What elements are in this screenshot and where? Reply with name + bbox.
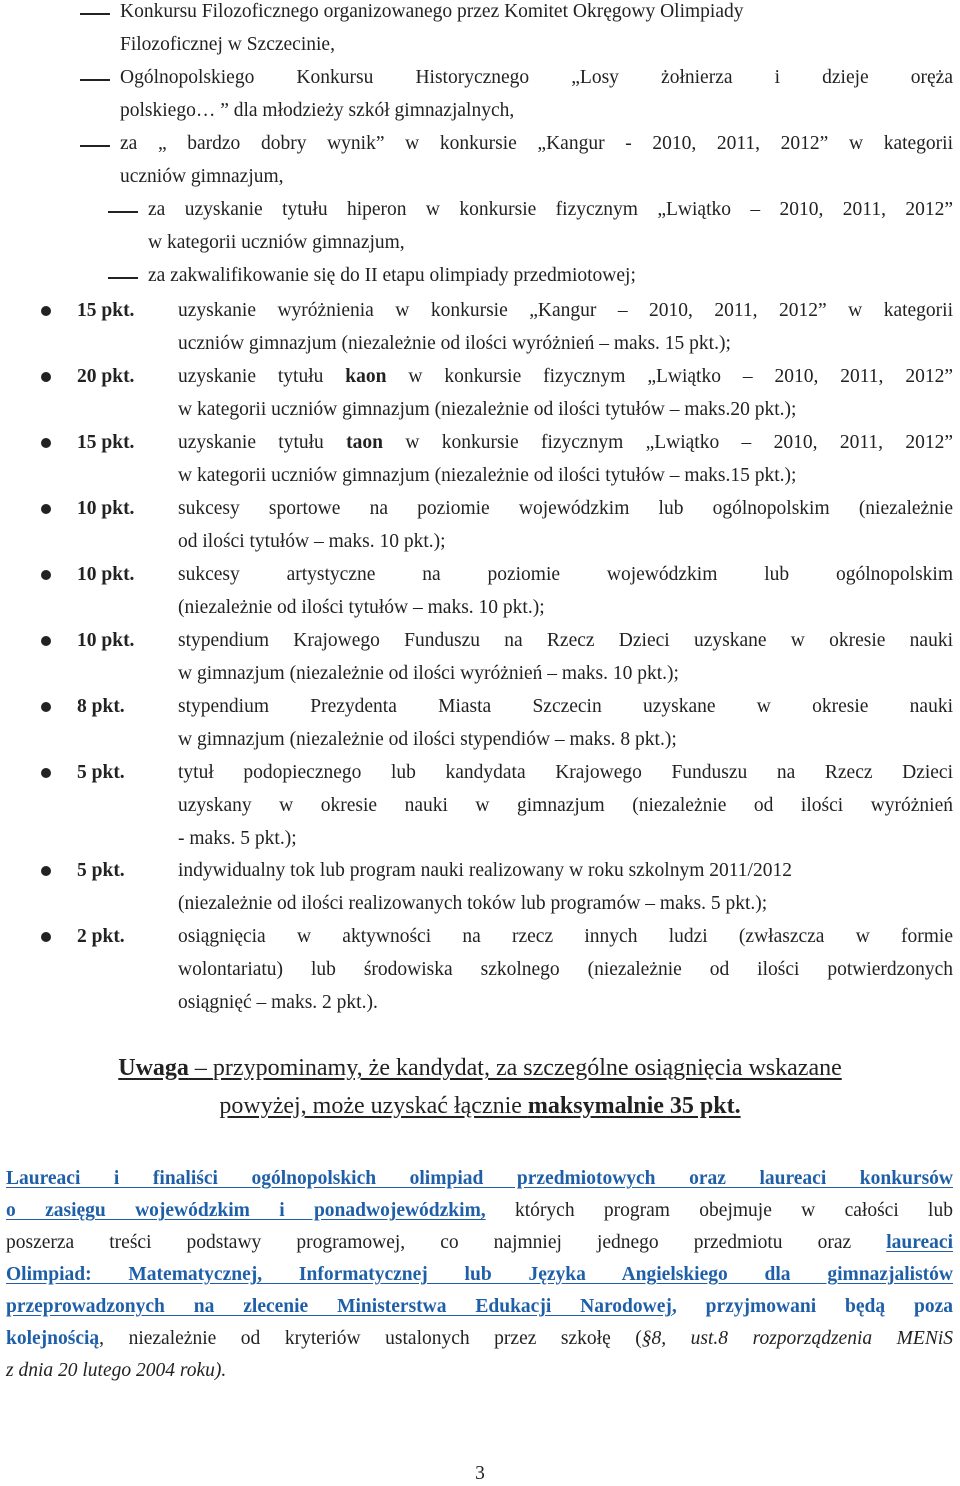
points-description: stypendium Prezydenta Miasta Szczecin uzyskane w okresie nauki	[178, 696, 953, 717]
points-label: 10 pkt.	[77, 564, 135, 585]
points-label: 2 pkt.	[77, 926, 125, 947]
notice-dash: –	[188, 1055, 213, 1081]
laureates-line	[6, 1199, 953, 1223]
laureates-line	[6, 1167, 953, 1191]
points-description: stypendium Krajowego Funduszu na Rzecz Dzieci uzyskane w okresie nauki	[178, 630, 953, 651]
laureates-line	[6, 1231, 953, 1255]
notice-max: maksymalnie 35 pkt.	[527, 1093, 741, 1119]
points-description: uczniów gimnazjum (niezależnie od ilości wyróżnień – maks. 15 pkt.);	[178, 333, 731, 354]
points-label: 10 pkt.	[77, 498, 135, 519]
points-description: - maks. 5 pkt.);	[178, 828, 297, 849]
page-number: 3	[475, 1463, 485, 1484]
laureates-text: , niezależnie od kryteriów ustalonych przez szkołę (	[99, 1328, 642, 1349]
points-label: 8 pkt.	[77, 696, 125, 717]
bullet-icon	[41, 372, 51, 382]
laureates-emphasis: kolejnością	[6, 1328, 100, 1349]
points-description: osiągnięcia w aktywności na rzecz innych ludzi (zwłaszcza w formie	[178, 926, 953, 947]
dash-item-line: polskiego… ” dla młodzieży szkół gimnazjalnych,	[120, 100, 515, 121]
bullet-icon	[41, 570, 51, 580]
bullet-icon	[41, 306, 51, 316]
laureates-text: których program obejmuje w całości lub	[485, 1200, 953, 1221]
points-description: w gimnazjum (niezależnie od ilości wyróżnień – maks. 10 pkt.);	[178, 663, 679, 684]
bullet-icon	[41, 636, 51, 646]
points-label: 15 pkt.	[77, 432, 135, 453]
points-description: w kategorii uczniów gimnazjum (niezależnie od ilości tytułów – maks.15 pkt.);	[178, 465, 797, 486]
dash-marker	[108, 277, 138, 279]
points-label: 20 pkt.	[77, 366, 135, 387]
legal-reference: z dnia 20 lutego 2004 roku).	[6, 1360, 227, 1381]
dash-marker	[80, 13, 110, 15]
dash-item-line: Konkursu Filozoficznego organizowanego przez Komitet Okręgowy Olimpiady	[120, 1, 744, 22]
laureates-line	[6, 1327, 953, 1351]
points-label: 5 pkt.	[77, 860, 125, 881]
bullet-icon	[41, 702, 51, 712]
laureates-line	[6, 1263, 953, 1287]
points-label: 10 pkt.	[77, 630, 135, 651]
points-description: uzyskanie tytułu taon w konkursie fizycznym „Lwiątko – 2010, 2011, 2012”	[178, 432, 953, 453]
points-description: (niezależnie od ilości realizowanych toków lub programów – maks. 5 pkt.);	[178, 893, 768, 914]
points-description: w gimnazjum (niezależnie od ilości stypendiów – maks. 8 pkt.);	[178, 729, 677, 750]
points-description: wolontariatu) lub środowiska szkolnego (niezależnie od ilości potwierdzonych	[178, 959, 953, 980]
notice-text: powyżej, może uzyskać łącznie	[219, 1093, 528, 1119]
laureates-link[interactable]: Olimpiad: Matematycznej, Informatycznej lub Języka Angielskiego dla gimnazjalistów	[6, 1264, 953, 1285]
laureates-text: ,	[671, 1296, 706, 1317]
laureates-line	[6, 1295, 953, 1319]
notice-text: przypominamy, że kandydat, za szczególne osiągnięcia wskazane	[212, 1055, 842, 1081]
notice-label: Uwaga	[118, 1055, 189, 1081]
dash-item-line: za uzyskanie tytułu hiperon w konkursie fizycznym „Lwiątko – 2010, 2011, 2012”	[148, 199, 953, 220]
points-description: indywidualny tok lub program nauki realizowany w roku szkolnym 2011/2012	[178, 860, 792, 881]
bullet-icon	[41, 768, 51, 778]
dash-marker	[80, 145, 110, 147]
dash-item-line: za „ bardzo dobry wynik” w konkursie „Kangur - 2010, 2011, 2012” w kategorii	[120, 133, 953, 154]
points-label: 5 pkt.	[77, 762, 125, 783]
dash-item-line: w kategorii uczniów gimnazjum,	[148, 232, 405, 253]
dash-marker	[108, 211, 138, 213]
points-description: od ilości tytułów – maks. 10 pkt.);	[178, 531, 446, 552]
notice-line-1	[0, 1053, 960, 1083]
dash-item-line: Ogólnopolskiego Konkursu Historycznego „Losy żołnierza i dzieje oręża	[120, 67, 953, 88]
laureates-link[interactable]: o zasięgu wojewódzkim i ponadwojewódzkim,	[6, 1200, 486, 1221]
notice-line-2	[0, 1091, 960, 1121]
dash-item-line: za zakwalifikowanie się do II etapu olimpiady przedmiotowej;	[148, 265, 636, 286]
points-description: w kategorii uczniów gimnazjum (niezależnie od ilości tytułów – maks.20 pkt.);	[178, 399, 797, 420]
points-description: osiągnięć – maks. 2 pkt.).	[178, 992, 378, 1013]
legal-reference: §8, ust.8 rozporządzenia MENiS	[641, 1328, 953, 1349]
dash-item-line: uczniów gimnazjum,	[120, 166, 284, 187]
laureates-link[interactable]: laureaci	[886, 1232, 953, 1253]
laureates-line	[6, 1359, 953, 1383]
laureates-link[interactable]: Laureaci i finaliści ogólnopolskich olimpiad przedmiotowych oraz laureaci konkursów	[6, 1168, 953, 1189]
bullet-icon	[41, 932, 51, 942]
bullet-icon	[41, 504, 51, 514]
points-description: sukcesy sportowe na poziomie wojewódzkim lub ogólnopolskim (niezależnie	[178, 498, 953, 519]
points-description: (niezależnie od ilości tytułów – maks. 10 pkt.);	[178, 597, 545, 618]
points-description: uzyskanie tytułu kaon w konkursie fizycznym „Lwiątko – 2010, 2011, 2012”	[178, 366, 953, 387]
bullet-icon	[41, 866, 51, 876]
dash-item-line: Filozoficznej w Szczecinie,	[120, 34, 335, 55]
laureates-emphasis: przyjmowani będą poza	[705, 1296, 953, 1317]
points-description: uzyskany w okresie nauki w gimnazjum (niezależnie od ilości wyróżnień	[178, 795, 953, 816]
laureates-text: poszerza treści podstawy programowej, co najmniej jednego przedmiotu oraz	[6, 1232, 887, 1253]
points-description: sukcesy artystyczne na poziomie wojewódzkim lub ogólnopolskim	[178, 564, 953, 585]
bullet-icon	[41, 438, 51, 448]
points-label: 15 pkt.	[77, 300, 135, 321]
points-description: uzyskanie wyróżnienia w konkursie „Kangur – 2010, 2011, 2012” w kategorii	[178, 300, 953, 321]
laureates-link[interactable]: przeprowadzonych na zlecenie Ministerstwa Edukacji Narodowej	[6, 1296, 672, 1317]
points-description: tytuł podopiecznego lub kandydata Krajowego Funduszu na Rzecz Dzieci	[178, 762, 953, 783]
dash-marker	[80, 79, 110, 81]
